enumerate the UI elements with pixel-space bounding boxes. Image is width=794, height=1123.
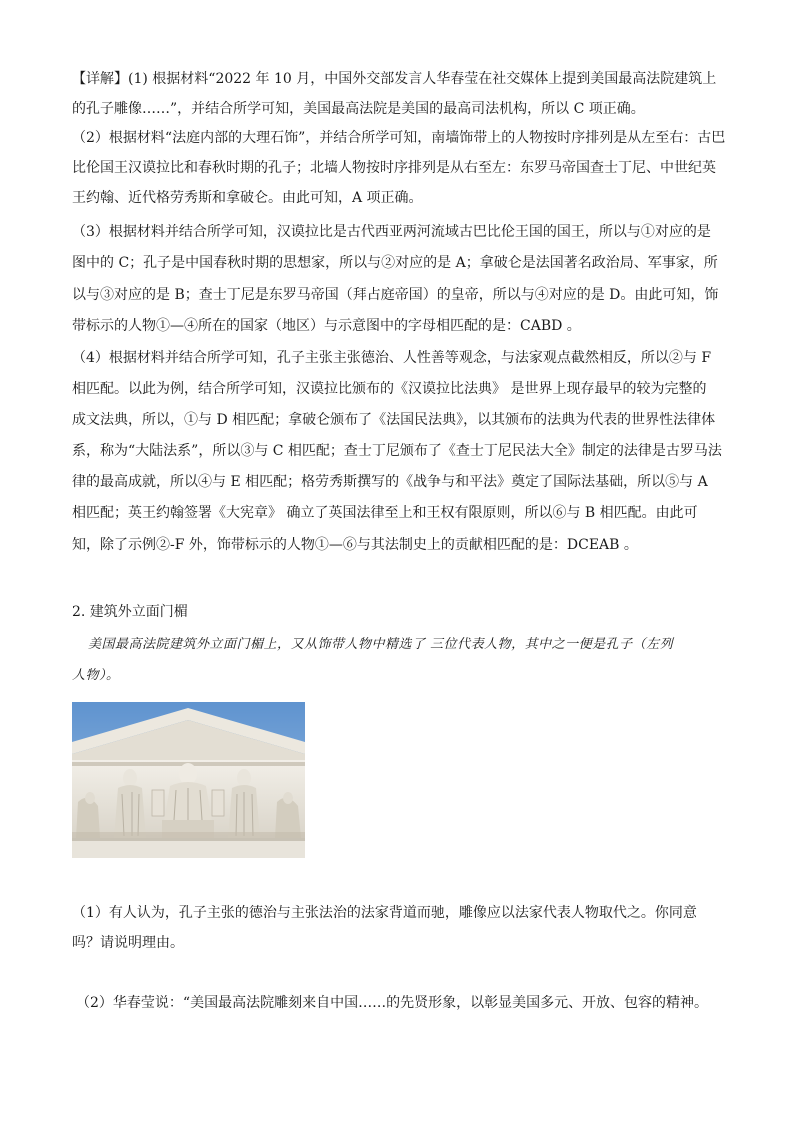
detail-line-4: 比伦国王汉谟拉比和春秋时期的孔子；北墙人物按时序排列是从右至左：东罗马帝国查士丁尼、中世纪英 (72, 160, 716, 176)
detail-line-5: 王约翰、近代格劳秀斯和拿破仑。由此可知，A 项正确。 (72, 190, 423, 206)
supreme-court-pediment-image (72, 702, 305, 858)
section-intro-line-1: 美国最高法院建筑外立面门楣上，又从饰带人物中精选了 三位代表人物，其中之一便是孔子（左列 (88, 637, 674, 652)
detail-line-8: 以与③对应的是 B；查士丁尼是东罗马帝国（拜占庭帝国）的皇帝，所以与④对应的是 D。由此可知，饰 (72, 287, 719, 303)
detail-line-15: 相匹配；英王约翰签署《大宪章》 确立了英国法律至上和王权有限原则，所以⑥与 B 相匹配。由此可 (72, 505, 698, 521)
detail-line-14: 律的最高成就，所以④与 E 相匹配；格劳秀斯撰写的《战争与和平法》奠定了国际法基础，所以⑤与 A (72, 474, 708, 490)
question-1-line-2: 吗？请说明理由。 (72, 935, 184, 951)
detail-line-2: 的孔子雕像……”，并结合所学可知，美国最高法院是美国的最高司法机构，所以 C 项正确。 (72, 101, 645, 117)
detail-line-7: 图中的 C；孔子是中国春秋时期的思想家，所以与②对应的是 A；拿破仑是法国著名政治局、军事家，所 (72, 255, 718, 271)
section-intro-line-2: 人物）。 (72, 668, 120, 683)
detail-line-11: 相匹配。以此为例，结合所学可知，汉谟拉比颁布的《汉谟拉比法典》 是世界上现存最早的较为完整的 (72, 381, 707, 397)
detail-line-13: 系，称为“大陆法系”，所以③与 C 相匹配；查士丁尼颁布了《查士丁尼民法大全》制定的法律是古罗马法 (72, 443, 722, 459)
detail-line-1: 【详解】(1) 根据材料“2022 年 10 月，中国外交部发言人华春莹在社交媒体上提到美国最高法院建筑上 (72, 71, 717, 87)
detail-line-9: 带标示的人物①—④所在的国家（地区）与示意图中的字母相匹配的是：CABD 。 (72, 318, 581, 334)
section-title: 2. 建筑外立面门楣 (72, 604, 188, 620)
question-2-line-1: （2）华春莹说：“美国最高法院雕刻来自中国……的先贤形象，以彰显美国多元、开放、包容的精神。 (76, 995, 709, 1011)
detail-line-16: 知，除了示例②-F 外，饰带标示的人物①—⑥与其法制史上的贡献相匹配的是：DCEAB 。 (72, 537, 638, 553)
detail-line-12: 成文法典，所以，①与 D 相匹配；拿破仑颁布了《法国民法典》，以其颁布的法典为代表的世界性法律体 (72, 412, 716, 428)
detail-line-3: （2）根据材料“法庭内部的大理石饰”，并结合所学可知，南墙饰带上的人物按时序排列是从左至右：古巴 (72, 130, 726, 146)
question-1-line-1: （1）有人认为，孔子主张的德治与主张法治的法家背道而驰，雕像应以法家代表人物取代之。你同意 (72, 905, 697, 921)
detail-line-6: （3）根据材料并结合所学可知，汉谟拉比是古代西亚两河流域古巴比伦王国的国王，所以与①对应的是 (72, 224, 711, 240)
detail-line-10: （4）根据材料并结合所学可知，孔子主张主张德治、人性善等观念，与法家观点截然相反，所以②与 F (72, 350, 712, 366)
